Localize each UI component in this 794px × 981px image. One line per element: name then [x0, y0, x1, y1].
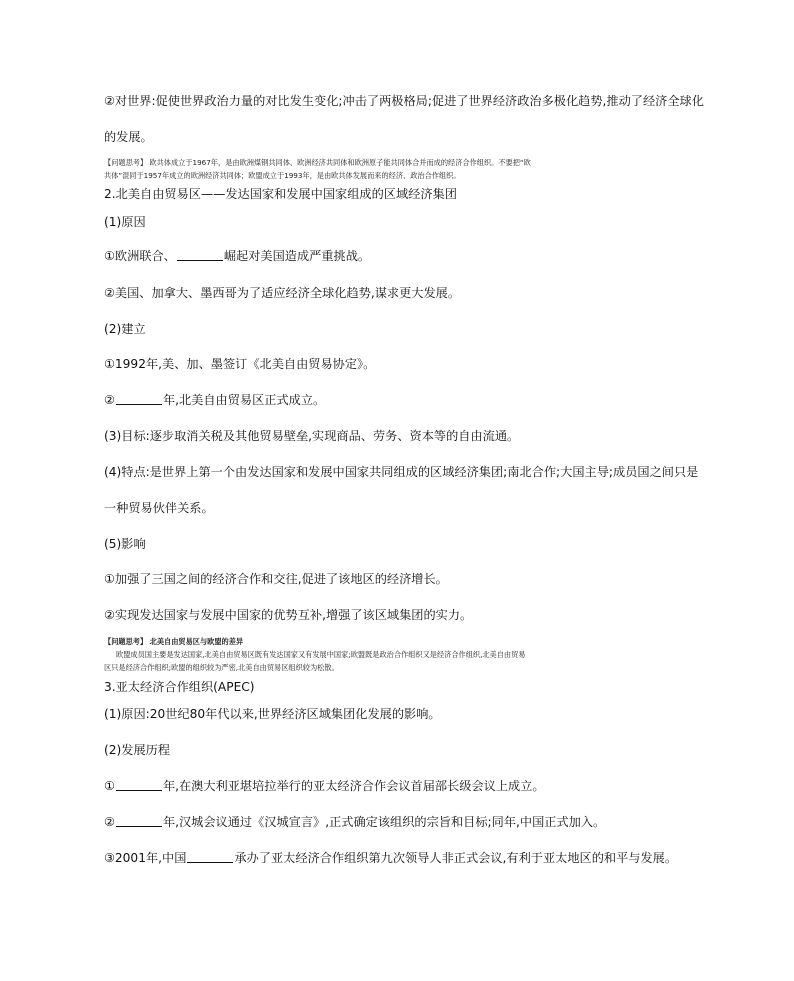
section1-point2-line1: ②对世界:促使世界政治力量的对比发生变化;冲击了两极格局;促进了世界经济政治多极化趋势,推动了经济全球化: [104, 94, 704, 108]
s2-establish-2: [104, 392, 325, 408]
s3-history-2-post: 年,汉城会议通过《汉城宣言》,正式确定该组织的宗旨和目标;同年,中国正式加入。: [162, 815, 606, 829]
s3-history-3-post: 承办了亚太经济合作组织第九次领导人非正式会议,有利于亚太地区的和平与发展。: [234, 851, 678, 865]
s3-history-1-post: 年,在澳大利亚堪培拉举行的亚太经济合作会议首届部长级会议上成立。: [162, 779, 545, 793]
fill-in-blank: [116, 392, 162, 405]
note2-line1: 欧盟成员国主要是发达国家,北美自由贸易区既有发达国家又有发展中国家;欧盟既是政治合作组织又是经济合作组织,北美自由贸易: [116, 650, 526, 659]
note1-line2: 共体”混同于1957年成立的欧洲经济共同体；欧盟成立于1993年，是由欧共体发展而来的经济、政治合作组织。: [104, 171, 461, 180]
s2-goal: (3)目标:逐步取消关税及其他贸易壁垒,实现商品、劳务、资本等的自由流通。: [104, 429, 520, 443]
s3-history-label: (2)发展历程: [104, 743, 171, 757]
s2-establish-1: ①1992年,美、加、墨签订《北美自由贸易协定》。: [104, 357, 376, 371]
s3-history-2: [104, 814, 605, 830]
s2-impact-label: (5)影响: [104, 537, 146, 551]
s2-reason-1: [104, 248, 370, 264]
fill-in-blank: [116, 814, 162, 827]
s2-establish-label: (2)建立: [104, 322, 146, 336]
s2-impact-2: ②实现发达国家与发展中国家的优势互补,增强了该区域集团的实力。: [104, 608, 473, 622]
section3-heading: 3.亚太经济合作组织(APEC): [104, 680, 255, 694]
fill-in-blank: [116, 778, 162, 791]
s2-feature-line2: 一种贸易伙伴关系。: [104, 501, 214, 515]
note2-line2: 区只是经济合作组织;欧盟的组织较为严密,北美自由贸易区组织较为松散。: [104, 663, 339, 672]
s2-reason-1-post: 崛起对美国造成严重挑战。: [223, 249, 371, 263]
s2-establish-2-pre: ②: [104, 393, 115, 407]
s2-impact-1: ①加强了三国之间的经济合作和交往,促进了该地区的经济增长。: [104, 572, 448, 586]
s3-history-1: [104, 778, 545, 794]
s2-establish-2-post: 年,北美自由贸易区正式成立。: [162, 393, 326, 407]
note1-line1: 【问题思考】 欧共体成立于1967年，是由欧洲煤钢共同体、欧洲经济共同体和欧洲原子能共同体合并而成的经济合作组织。不要把“欧: [104, 158, 531, 167]
fill-in-blank: [187, 850, 233, 863]
note2-title: 【问题思考】 北美自由贸易区与欧盟的差异: [104, 637, 244, 646]
s3-reason: (1)原因:20世纪80年代以来,世界经济区域集团化发展的影响。: [104, 707, 441, 721]
section1-point2-line2: 的发展。: [104, 130, 153, 144]
section2-heading: 2.北美自由贸易区——发达国家和发展中国家组成的区域经济集团: [104, 187, 457, 201]
s3-history-3-pre: ③2001年,中国: [104, 851, 187, 865]
s3-history-3: [104, 850, 677, 866]
s2-feature-line1: (4)特点:是世界上第一个由发达国家和发展中国家共同组成的区域经济集团;南北合作;大国主导;成员国之间只是: [104, 465, 699, 479]
s3-history-2-pre: ②: [104, 815, 115, 829]
s2-reason-1-pre: ①欧洲联合、: [104, 249, 176, 263]
s2-reason-2: ②美国、加拿大、墨西哥为了适应经济全球化趋势,谋求更大发展。: [104, 286, 461, 300]
s3-history-1-pre: ①: [104, 779, 115, 793]
s2-reason-label: (1)原因: [104, 215, 146, 229]
fill-in-blank: [177, 248, 223, 261]
